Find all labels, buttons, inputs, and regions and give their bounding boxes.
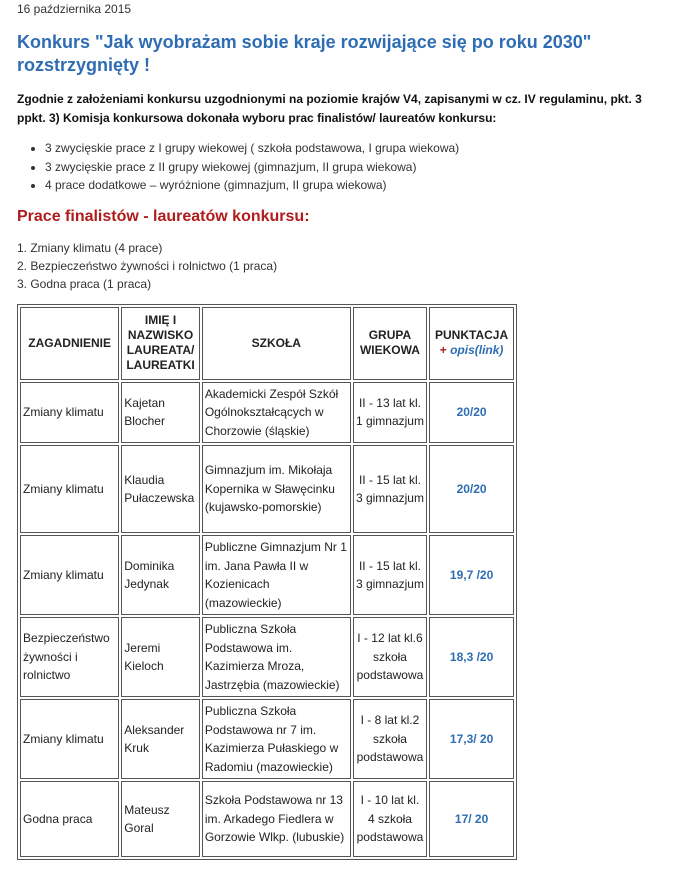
cell-school: Publiczna Szkoła Podstawowa im. Kazimierza Mroza, Jastrzębia (mazowieckie) — [202, 617, 351, 697]
cell-score[interactable]: 20/20 — [429, 445, 514, 533]
table-row — [20, 535, 514, 615]
cell-name: Jeremi Kieloch — [121, 617, 200, 697]
list-item: • 4 prace dodatkowe – wyróżnione (gimnazjum, II grupa wiekowa) — [45, 176, 673, 195]
column-header-topic: ZAGADNIENIE — [20, 307, 119, 380]
cell-group: I - 10 lat kl. 4 szkoła podstawowa — [353, 781, 427, 857]
cell-score[interactable]: 18,3 /20 — [429, 617, 514, 697]
table-header-row — [20, 307, 514, 380]
cell-topic: Zmiany klimatu — [20, 382, 119, 444]
cell-group: II - 15 lat kl. 3 gimnazjum — [353, 535, 427, 615]
cell-topic: Zmiany klimatu — [20, 535, 119, 615]
list-item: 1. Zmiany klimatu (4 prace) — [17, 240, 163, 255]
cell-school: Publiczna Szkoła Podstawowa nr 7 im. Kazimierza Pułaskiego w Radomiu (mazowieckie) — [202, 699, 351, 779]
list-item: • 3 zwycięskie prace z I grupy wiekowej ( szkoła podstawowa, I grupa wiekowa) — [45, 139, 673, 158]
cell-name: Klaudia Pułaczewska — [121, 445, 200, 533]
topics-list — [17, 239, 673, 293]
cell-school: Akademicki Zespół Szkół Ogólnokształcących w Chorzowie (śląskie) — [202, 382, 351, 444]
cell-topic: Godna praca — [20, 781, 119, 857]
list-item: 2. Bezpieczeństwo żywności i rolnictwo (1 praca) — [17, 258, 278, 273]
cell-name: Kajetan Blocher — [121, 382, 200, 444]
cell-score[interactable]: 19,7 /20 — [429, 535, 514, 615]
table-row — [20, 382, 514, 444]
list-item: 3. Godna praca (1 praca) — [17, 276, 152, 291]
cell-topic: Bezpieczeństwo żywności i rolnictwo — [20, 617, 119, 697]
score-plus: + — [439, 343, 451, 357]
column-header-group: GRUPA WIEKOWA — [353, 307, 427, 380]
table-row — [20, 617, 514, 697]
cell-name: Aleksander Kruk — [121, 699, 200, 779]
cell-group: II - 13 lat kl. 1 gimnazjum — [353, 382, 427, 444]
results-table — [17, 304, 517, 861]
cell-score[interactable]: 20/20 — [429, 382, 514, 444]
score-header-label: PUNKTACJA — [435, 328, 509, 342]
opis-link[interactable]: opis(link) — [450, 343, 504, 357]
table-row — [20, 781, 514, 857]
cell-group: II - 15 lat kl. 3 gimnazjum — [353, 445, 427, 533]
cell-score[interactable]: 17,3/ 20 — [429, 699, 514, 779]
cell-group: I - 12 lat kl.6 szkoła podstawowa — [353, 617, 427, 697]
post-date: 16 października 2015 — [17, 2, 132, 16]
cell-name: Mateusz Goral — [121, 781, 200, 857]
cell-group: I - 8 lat kl.2 szkoła podstawowa — [353, 699, 427, 779]
table-row — [20, 699, 514, 779]
column-header-name: IMIĘ I NAZWISKO LAUREATA/ LAUREATKI — [121, 307, 200, 380]
page-title: Konkurs "Jak wyobrażam sobie kraje rozwijające się po roku 2030" rozstrzygnięty ! — [17, 32, 592, 75]
groups-list — [17, 139, 673, 195]
list-item: • 3 zwycięskie prace z II grupy wiekowej (gimnazjum, II grupa wiekowa) — [45, 158, 673, 177]
column-header-score — [429, 307, 514, 380]
cell-school: Szkoła Podstawowa nr 13 im. Arkadego Fiedlera w Gorzowie Wlkp. (lubuskie) — [202, 781, 351, 857]
intro-paragraph: Zgodnie z założeniami konkursu uzgodnionymi na poziomie krajów V4, zapisanymi w cz. IV regulaminu, pkt. 3 ppkt. 3) Komisja konkursowa dokonała wyboru prac finalistów/ laureatów konkursu: — [17, 92, 642, 125]
section-heading: Prace finalistów - laureatów konkursu: — [17, 207, 310, 225]
cell-name: Dominika Jedynak — [121, 535, 200, 615]
cell-topic: Zmiany klimatu — [20, 445, 119, 533]
column-header-school: SZKOŁA — [202, 307, 351, 380]
table-row — [20, 445, 514, 533]
cell-school: Publiczne Gimnazjum Nr 1 im. Jana Pawła II w Kozienicach (mazowieckie) — [202, 535, 351, 615]
cell-school: Gimnazjum im. Mikołaja Kopernika w Sławęcinku (kujawsko-pomorskie) — [202, 445, 351, 533]
cell-topic: Zmiany klimatu — [20, 699, 119, 779]
cell-score[interactable]: 17/ 20 — [429, 781, 514, 857]
